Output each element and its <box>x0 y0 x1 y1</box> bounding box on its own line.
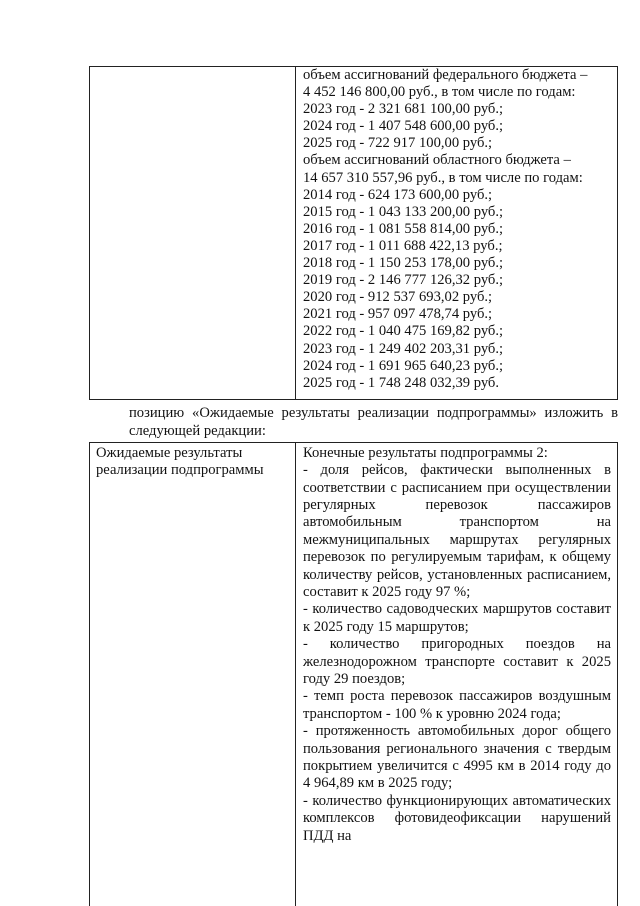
budget-line: 2023 год - 2 321 681 100,00 руб.; <box>303 101 504 118</box>
result-item: - количество пригородных поездов на железнодорожном транспорте составит к 2025 году 29 поездов; <box>303 636 611 687</box>
results-table-right-cell <box>296 443 617 906</box>
body-paragraph <box>89 405 618 440</box>
budget-line: 2019 год - 2 146 777 126,32 руб.; <box>303 272 504 289</box>
paragraph-text: позицию «Ожидаемые результаты реализации подпрограммы» изложить в следующей редакции: <box>129 405 618 439</box>
budget-line: 2025 год - 722 917 100,00 руб.; <box>303 135 493 152</box>
budget-table-left-cell <box>90 67 296 399</box>
results-table-left-cell <box>90 443 296 906</box>
budget-line: объем ассигнований областного бюджета – <box>303 152 571 169</box>
budget-table-right-cell <box>296 67 617 399</box>
budget-line: 2015 год - 1 043 133 200,00 руб.; <box>303 203 504 220</box>
budget-line: 2016 год - 1 081 558 814,00 руб.; <box>303 220 504 237</box>
budget-line: 4 452 146 800,00 руб., в том числе по годам: <box>303 84 576 101</box>
budget-table <box>89 66 618 400</box>
result-item: - доля рейсов, фактически выполненных в соответствии с расписанием при осуществлении регулярных перевозок пассажиров автомобильным транспортом на межмуниципальных маршрутах регулярных перевозок по регулируемым тарифам, к общему количеству рейсов, установленных расписанием, составит к 2025 году 97 %; <box>303 462 611 600</box>
budget-line: 2022 год - 1 040 475 169,82 руб.; <box>303 323 504 340</box>
budget-line: 14 657 310 557,96 руб., в том числе по годам: <box>303 169 583 186</box>
budget-line: объем ассигнований федерального бюджета – <box>303 67 588 83</box>
results-table <box>89 442 618 906</box>
budget-line: 2020 год - 912 537 693,02 руб.; <box>303 289 493 306</box>
budget-line: 2021 год - 957 097 478,74 руб.; <box>303 306 493 323</box>
budget-line: 2017 год - 1 011 688 422,13 руб.; <box>303 237 503 254</box>
budget-line: 2023 год - 1 249 402 203,31 руб.; <box>303 340 504 357</box>
results-heading: Конечные результаты подпрограммы 2: <box>303 445 548 461</box>
budget-line: 2018 год - 1 150 253 178,00 руб.; <box>303 255 504 272</box>
budget-line: 2014 год - 624 173 600,00 руб.; <box>303 186 493 203</box>
budget-line: 2025 год - 1 748 248 032,39 руб. <box>303 374 500 391</box>
result-item: - темп роста перевозок пассажиров воздушным транспортом - 100 % к уровню 2024 года; <box>303 688 611 722</box>
result-item: - протяженность автомобильных дорог общего пользования регионального значения с твердым покрытием увеличится с 4995 км в 2014 году до 4 964,89 км в 2025 году; <box>303 723 611 792</box>
result-item: - количество функционирующих автоматических комплексов фотовидеофиксации нарушений ПДД на <box>303 792 611 844</box>
budget-line: 2024 год - 1 407 548 600,00 руб.; <box>303 118 504 135</box>
result-item: - количество садоводческих маршрутов составит к 2025 году 15 маршрутов; <box>303 601 611 635</box>
budget-line: 2024 год - 1 691 965 640,23 руб.; <box>303 357 504 374</box>
results-label: Ожидаемые результаты реализации подпрограммы <box>96 445 264 479</box>
